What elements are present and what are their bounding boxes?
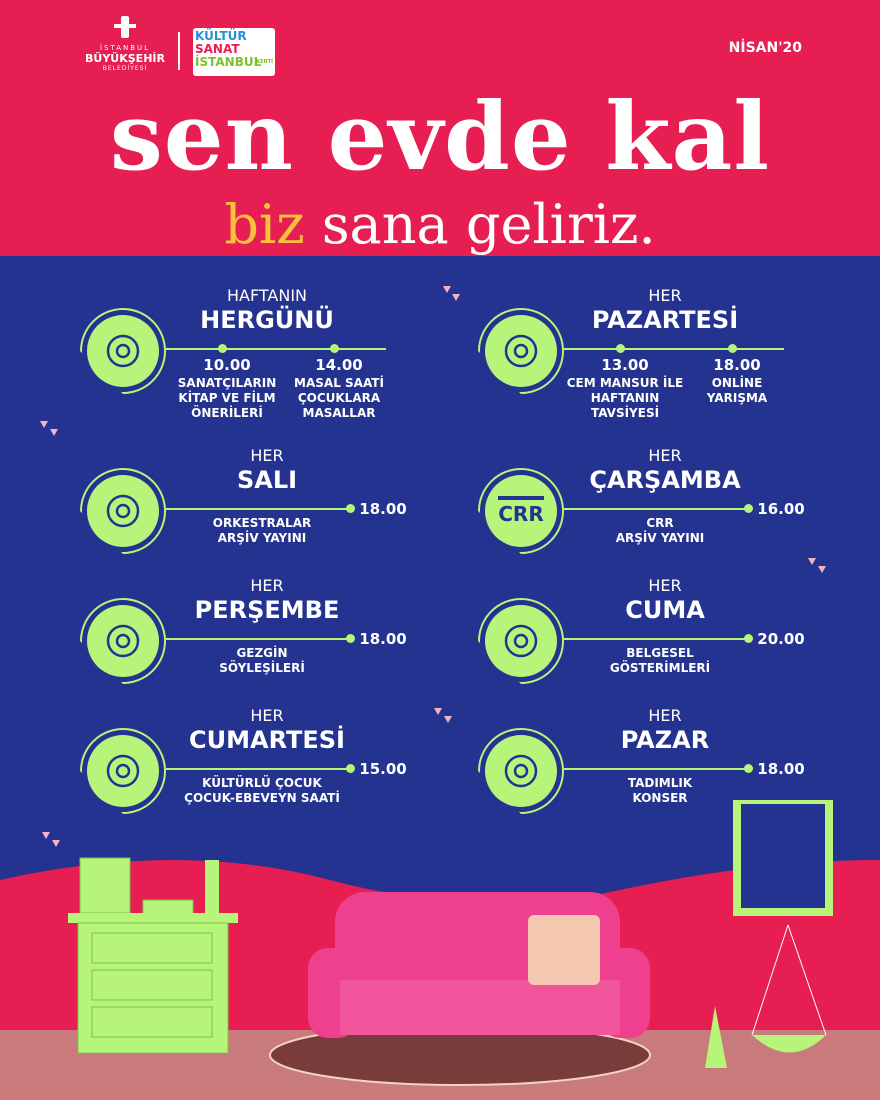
time-dot — [346, 504, 355, 513]
time-label: 15.00 — [359, 760, 407, 778]
timeline — [564, 638, 748, 640]
time-dot — [218, 344, 227, 353]
description: CRR ARŞİV YAYINI — [615, 516, 705, 545]
time-dot — [744, 634, 753, 643]
prefix-label: HER — [250, 446, 284, 465]
day-label: SALI — [236, 466, 298, 494]
prefix-label: HER — [648, 576, 682, 595]
furniture — [0, 800, 880, 1100]
prefix-label: HER — [250, 576, 284, 595]
schedule-card-4 — [470, 446, 810, 580]
time-dot — [744, 504, 753, 513]
time-label: 20.00 — [757, 630, 805, 648]
day-label: PAZAR — [620, 726, 710, 754]
time-label: 18.00 — [359, 630, 407, 648]
prefix-label: HAFTANIN — [226, 286, 308, 305]
time-dot — [744, 764, 753, 773]
video-call-icon — [485, 315, 557, 387]
day-label: PAZARTESİ — [591, 306, 739, 334]
ibb-line1: İSTANBUL — [99, 44, 151, 52]
schedule-card-6 — [470, 576, 810, 710]
time-label: 18.00 — [713, 356, 761, 374]
time-label: 10.00 — [203, 356, 251, 374]
description: BELGESEL GÖSTERİMLERİ — [609, 646, 711, 675]
schedule-card-1 — [72, 286, 412, 420]
head-spiral-icon — [87, 315, 159, 387]
description: KÜLTÜRLÜ ÇOCUK ÇOCUK-EBEVEYN SAATİ — [184, 776, 340, 805]
timeline — [564, 348, 784, 350]
prefix-label: HER — [250, 706, 284, 725]
subheadline-accent: biz — [224, 193, 305, 256]
kultur-logo-line3: İSTANBUL KENTİ — [195, 55, 273, 69]
time-dot — [330, 344, 339, 353]
timeline — [564, 508, 748, 510]
timeline — [166, 638, 350, 640]
description: GEZGİN SÖYLEŞİLERİ — [219, 646, 305, 675]
ibb-logo — [80, 14, 170, 84]
ibb-line3: BELEDİYESİ — [102, 65, 148, 72]
traveler-compass-icon — [87, 605, 159, 677]
children-icon — [87, 735, 159, 807]
description: ONLİNE YARIŞMA — [706, 376, 768, 405]
timeline — [166, 768, 350, 770]
timeline — [166, 348, 386, 350]
schedule-card-5 — [72, 576, 412, 710]
schedule-card-3 — [72, 446, 412, 580]
subheadline-rest: sana geliriz. — [321, 193, 656, 256]
prefix-label: HER — [648, 706, 682, 725]
description: ORKESTRALAR ARŞİV YAYINI — [212, 516, 312, 545]
crr-logo-icon: CRR — [485, 475, 557, 547]
day-label: ÇARŞAMBA — [589, 466, 741, 494]
time-dot — [616, 344, 625, 353]
description: CEM MANSUR İLE HAFTANIN TAVSİYESİ — [566, 376, 684, 420]
logo-divider — [178, 32, 180, 70]
microphone-music-icon — [485, 735, 557, 807]
ibb-emblem-icon — [110, 14, 140, 40]
day-label: CUMA — [625, 596, 705, 624]
kultur-logo-line2: SANAT — [195, 42, 240, 56]
time-label: 16.00 — [757, 500, 805, 518]
date-label: NİSAN'20 — [728, 40, 802, 56]
prefix-label: HER — [648, 286, 682, 305]
day-label: CUMARTESİ — [189, 726, 345, 754]
day-label: PERŞEMBE — [194, 596, 340, 624]
description: SANATÇILARIN KİTAP VE FİLM ÖNERİLERİ — [177, 376, 277, 420]
time-dot — [728, 344, 737, 353]
ibb-line2: BÜYÜKŞEHİR — [85, 52, 165, 65]
prefix-label: HER — [648, 446, 682, 465]
time-dot — [346, 634, 355, 643]
guitar-icon — [87, 475, 159, 547]
day-label: HERGÜNÜ — [200, 306, 334, 334]
time-label: 18.00 — [359, 500, 407, 518]
description: TADIMLIK KONSER — [627, 776, 693, 805]
timeline — [564, 768, 748, 770]
time-label: 13.00 — [601, 356, 649, 374]
schedule-card-2 — [470, 286, 810, 420]
documentary-screen-icon — [485, 605, 557, 677]
description: MASAL SAATİ ÇOCUKLARA MASALLAR — [294, 376, 384, 420]
time-label: 18.00 — [757, 760, 805, 778]
time-dot — [346, 764, 355, 773]
kultur-logo-line1: KÜLTÜR — [195, 29, 247, 43]
subheadline — [0, 192, 880, 258]
kultur-sanat-logo — [193, 28, 275, 76]
headline: sen evde kal — [109, 82, 771, 192]
time-label: 14.00 — [315, 356, 363, 374]
timeline — [166, 508, 350, 510]
